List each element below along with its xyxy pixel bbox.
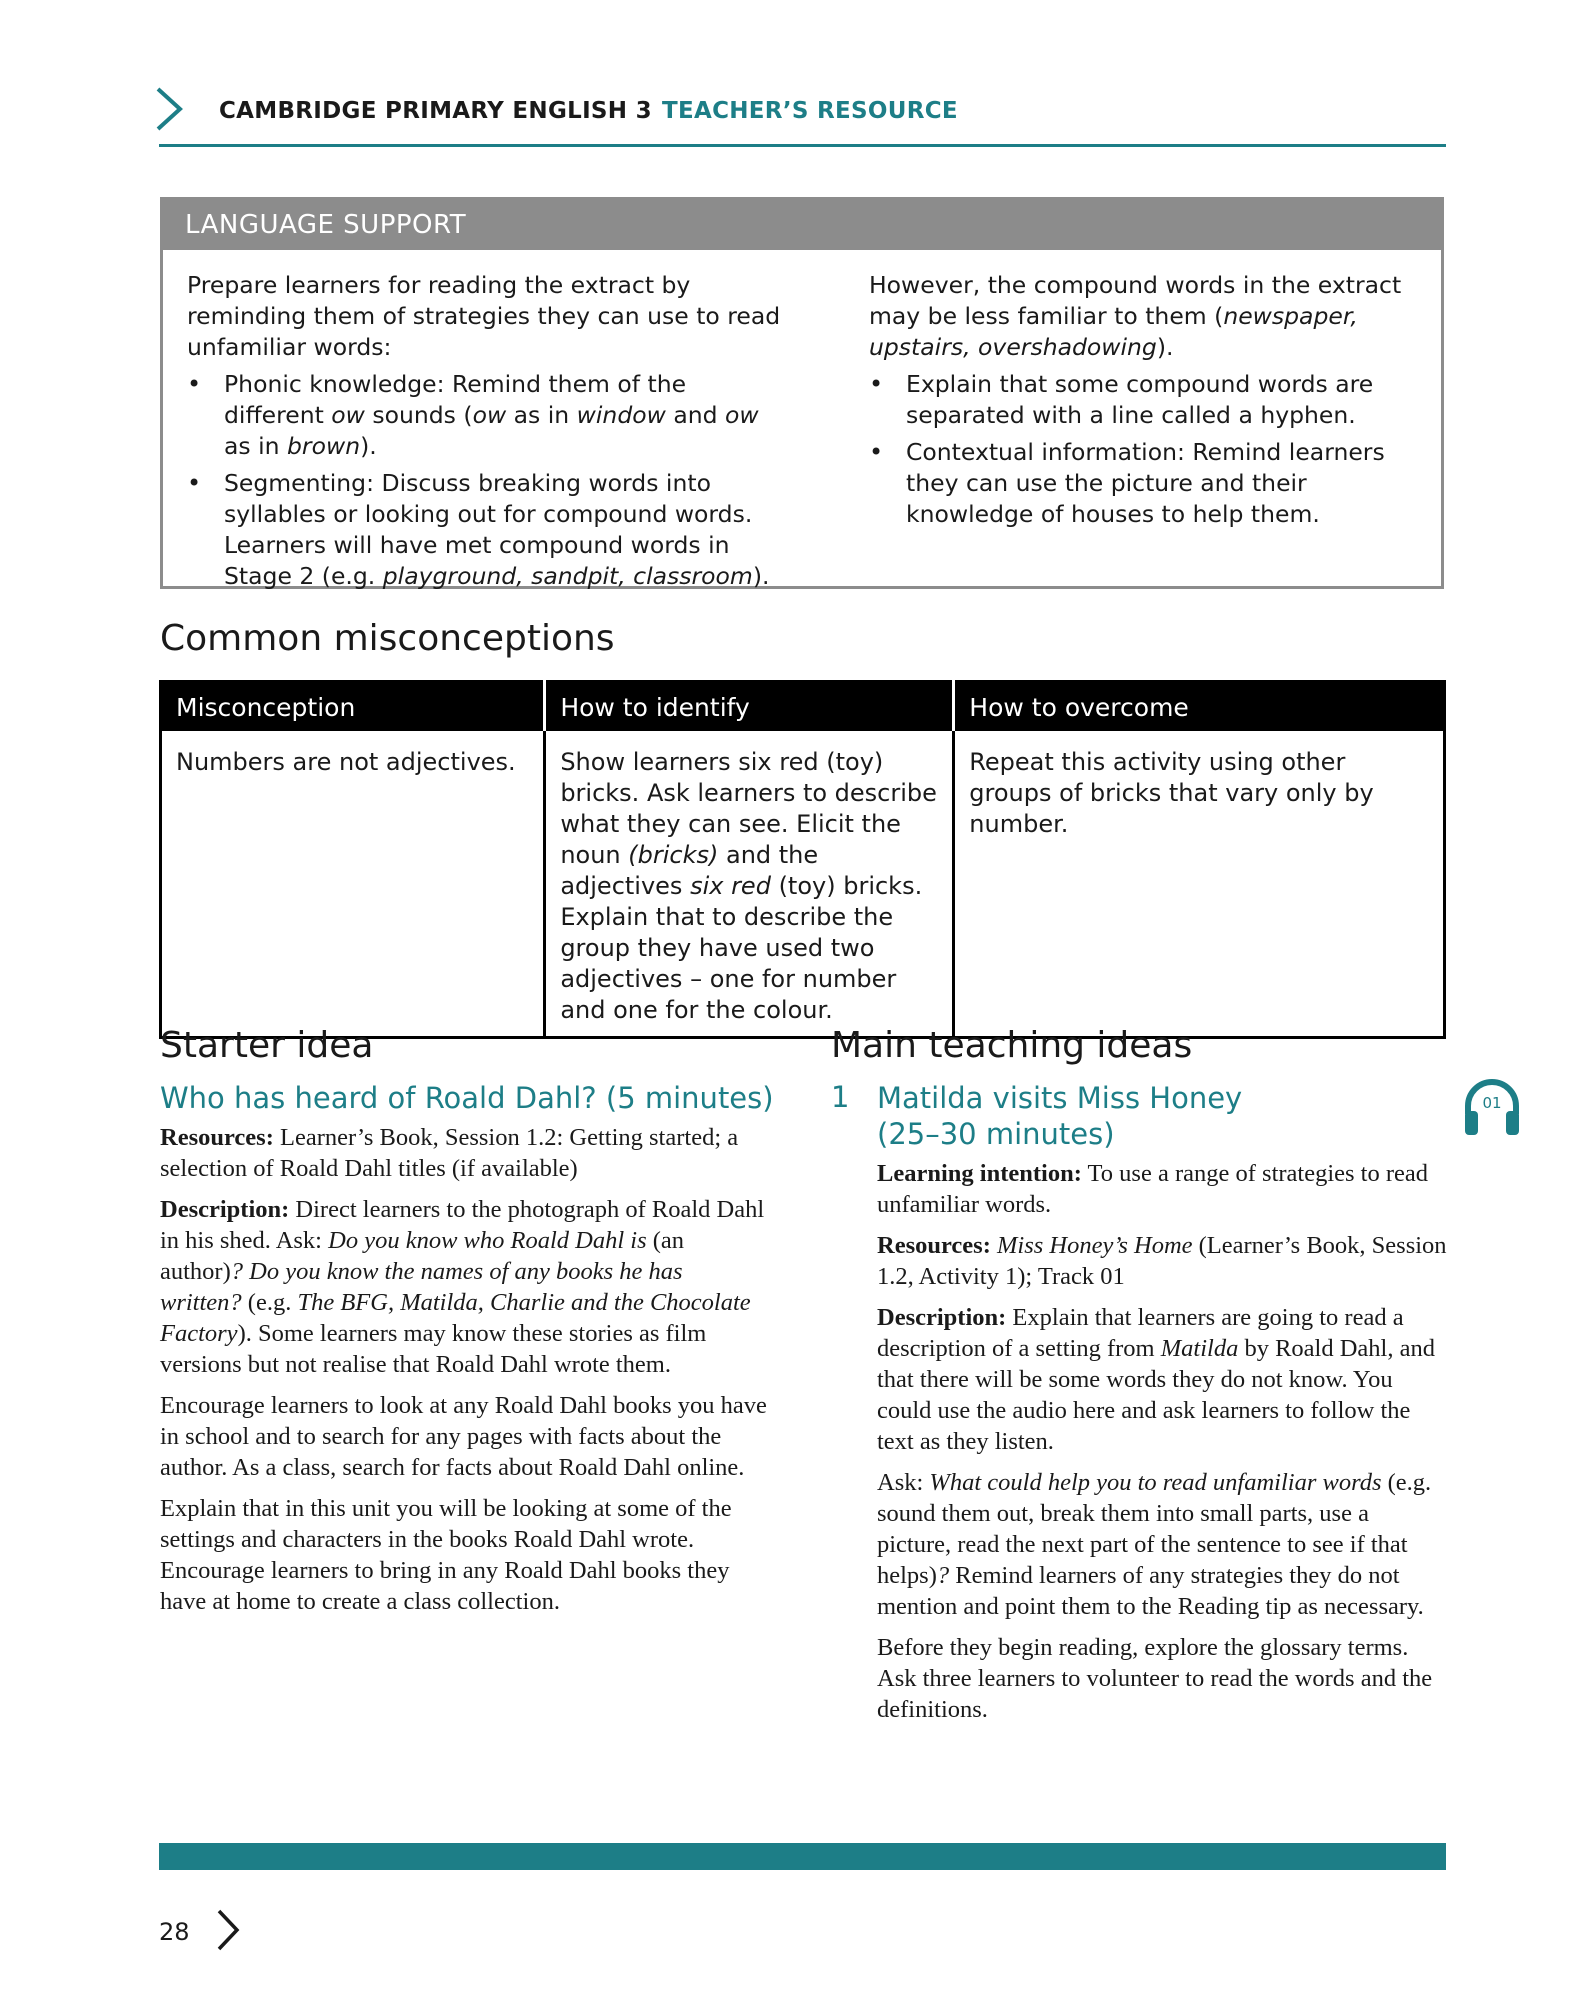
language-support-intro: Prepare learners for reading the extract by reminding them of strategies they can use to read unfamiliar words: — [187, 271, 781, 361]
book-title: CAMBRIDGE PRIMARY ENGLISH 3 — [219, 98, 652, 124]
book-subtitle: TEACHER’S RESOURCE — [661, 98, 958, 124]
column-header: How to identify — [545, 682, 954, 732]
page-number: 28 — [159, 1918, 190, 1946]
table-header-row — [161, 682, 1445, 732]
header-rule — [159, 144, 1446, 147]
language-support-heading: LANGUAGE SUPPORT — [163, 200, 1441, 250]
list-item: • Contextual information: Remind learners they can use the picture and their knowledge of houses to help them. — [869, 437, 1429, 530]
main-ask: Ask: What could help you to read unfamiliar words (e.g. sound them out, break them into small parts, use a picture, read the next part of the sentence to see if that helps)? Remind learners of any strategies they do not mention and point them to the Reading tip as necessary. — [877, 1469, 1432, 1620]
learning-intention: Learning intention: To use a range of strategies to read unfamiliar words. — [877, 1160, 1429, 1218]
next-page-chevron-icon — [216, 1908, 240, 1952]
language-support-right-column — [869, 270, 1429, 536]
main-resources: Resources: Miss Honey’s Home (Learner’s Book, Session 1.2, Activity 1); Track 01 — [877, 1232, 1447, 1290]
main-description: Description: Explain that learners are going to read a description of a setting from Matilda by Roald Dahl, and that there will be some words they do not know. You could use the audio here and ask learners to follow the text as they listen. — [877, 1304, 1435, 1455]
column-header: How to overcome — [954, 682, 1445, 732]
main-teaching-heading: Main teaching ideas — [831, 1025, 1193, 1066]
header-title — [219, 98, 958, 124]
table-cell: Repeat this activity using other groups of bricks that vary only by number. — [969, 748, 1374, 838]
language-support-left-column — [187, 270, 787, 598]
starter-body — [160, 1122, 770, 1627]
misconceptions-table — [159, 680, 1446, 1039]
activity-subheading: Matilda visits Miss Honey (25–30 minutes) — [877, 1081, 1243, 1151]
table-cell: Show learners six red (toy) bricks. Ask learners to describe what they can see. Elicit the noun (bricks) and the adjectives six red (toy) bricks. Explain that to describe the group they have used two adjectives – one for number and one for the colour. — [545, 731, 954, 1038]
starter-paragraph: Encourage learners to look at any Roald Dahl books you have in school and to search for any pages with facts about the author. As a class, search for facts about Roald Dahl online. — [160, 1392, 767, 1481]
table-row — [161, 731, 1445, 1038]
footer-bar — [159, 1843, 1446, 1870]
headphones-icon — [1462, 1078, 1522, 1138]
starter-description: Description: Direct learners to the photograph of Roald Dahl in his shed. Ask: Do you know who Roald Dahl is (an author)? Do you know the names of any books he has written? (e.g. The BFG, Matilda, Charlie and the Chocolate Factory). Some learners may know these stories as film versions but not realise that Roald Dahl wrote them. — [160, 1196, 765, 1378]
language-support-list-right — [869, 369, 1429, 530]
list-item: • Phonic knowledge: Remind them of the different ow sounds (ow as in window and ow as in brown). — [187, 369, 787, 462]
track-number: 01 — [1482, 1094, 1502, 1112]
misconceptions-heading: Common misconceptions — [160, 618, 615, 659]
starter-resources: Resources: Learner’s Book, Session 1.2: Getting started; a selection of Roald Dahl titles (if available) — [160, 1124, 739, 1182]
starter-heading: Starter idea — [160, 1025, 374, 1066]
main-teaching-body — [877, 1158, 1447, 1735]
list-item: • Explain that some compound words are separated with a line called a hyphen. — [869, 369, 1429, 431]
activity-number: 1 — [831, 1080, 850, 1114]
language-support-list-left — [187, 369, 787, 592]
list-item: • Segmenting: Discuss breaking words into syllables or looking out for compound words. Learners will have met compound words in Stage 2 (e.g. playground, sandpit, classroom). — [187, 468, 787, 592]
language-support-box — [160, 197, 1444, 589]
header-chevron-icon — [154, 86, 184, 132]
table-cell: Numbers are not adjectives. — [161, 731, 545, 1038]
main-paragraph: Before they begin reading, explore the glossary terms. Ask three learners to volunteer to read the words and the definitions. — [877, 1634, 1433, 1723]
language-support-right-intro: However, the compound words in the extract may be less familiar to them (newspaper, upstairs, overshadowing). — [869, 271, 1402, 361]
column-header: Misconception — [161, 682, 545, 732]
starter-subheading: Who has heard of Roald Dahl? (5 minutes) — [160, 1081, 774, 1115]
starter-paragraph: Explain that in this unit you will be looking at some of the settings and characters in the books Roald Dahl wrote. Encourage learners to bring in any Roald Dahl books they have at home to create a class collection. — [160, 1495, 732, 1615]
